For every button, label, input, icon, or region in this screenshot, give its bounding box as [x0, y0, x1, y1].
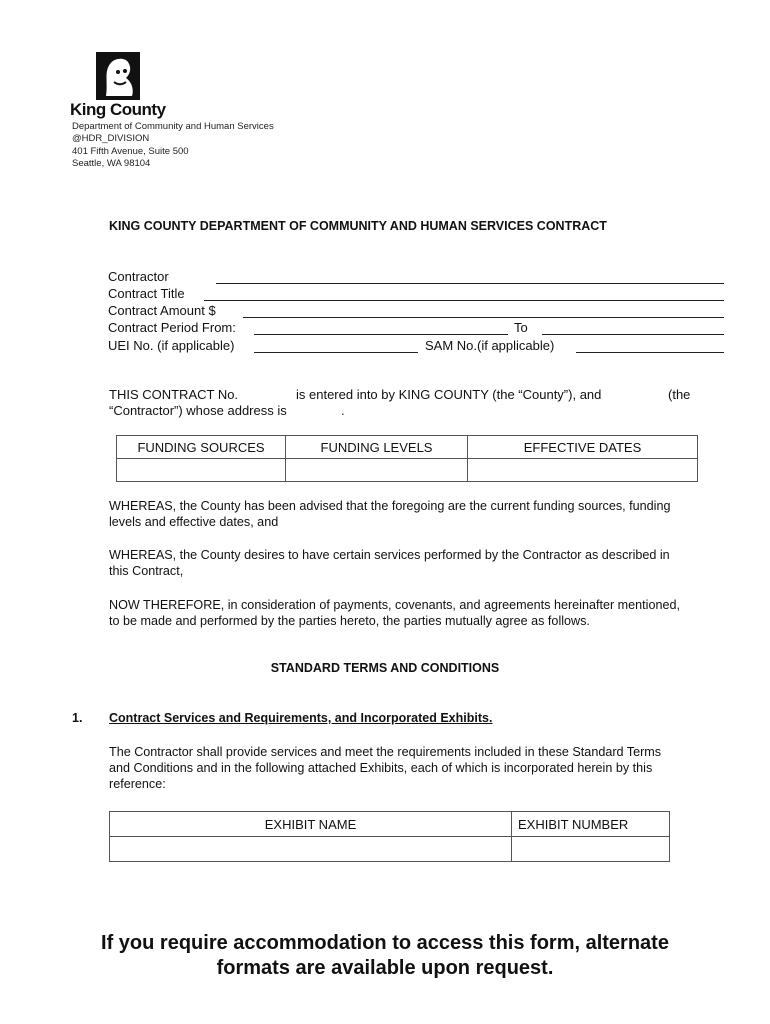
standard-terms-heading: STANDARD TERMS AND CONDITIONS [270, 661, 500, 675]
address-line: Department of Community and Human Services [72, 121, 274, 132]
section-body: The Contractor shall provide services and meet the requirements included in these Standard Terms and Conditions and in the following attached Exhibits, each of which is incorporated herein by this reference: [109, 745, 662, 791]
king-county-logo-icon [96, 52, 140, 100]
exhibit-table [109, 811, 670, 862]
exhibit-name-cell[interactable] [110, 837, 512, 862]
intro-part4: “Contractor”) whose address is [109, 403, 287, 418]
funding-sources-header: FUNDING SOURCES [117, 436, 286, 459]
uei-field[interactable] [254, 352, 418, 353]
exhibit-name-header: EXHIBIT NAME [110, 812, 512, 837]
address-line: @HDR_DIVISION [72, 133, 150, 144]
effective-dates-header: EFFECTIVE DATES [468, 436, 698, 459]
contract-amount-field[interactable] [243, 317, 724, 318]
funding-levels-header: FUNDING LEVELS [286, 436, 468, 459]
period-from-field[interactable] [254, 334, 508, 335]
org-name: King County [70, 100, 166, 119]
intro-part1: THIS CONTRACT No. [109, 387, 239, 402]
address-line: Seattle, WA 98104 [72, 158, 151, 169]
exhibit-number-cell[interactable] [512, 837, 670, 862]
address-line: 401 Fifth Avenue, Suite 500 [72, 146, 189, 157]
period-from-label: Contract Period From: [108, 320, 236, 335]
funding-sources-cell[interactable] [117, 459, 286, 482]
whereas-paragraph-1: WHEREAS, the County has been advised that the foregoing are the current funding sources, funding levels and effective dates, and [109, 499, 671, 529]
contractor-label: Contractor [108, 269, 169, 284]
now-therefore-paragraph: NOW THEREFORE, in consideration of payments, covenants, and agreements hereinafter mentioned, to be made and performed by the parties hereto, the parties mutually agree as follows. [109, 598, 680, 628]
sam-label: SAM No.(if applicable) [425, 338, 555, 353]
sam-field[interactable] [576, 352, 724, 353]
period-to-field[interactable] [542, 334, 724, 335]
accommodation-line-2: formats are available upon request. [216, 957, 554, 979]
contract-amount-label: Contract Amount $ [108, 303, 216, 318]
effective-dates-cell[interactable] [468, 459, 698, 482]
exhibit-number-header: EXHIBIT NUMBER [512, 812, 670, 837]
document-title: KING COUNTY DEPARTMENT OF COMMUNITY AND HUMAN SERVICES CONTRACT [109, 219, 607, 233]
funding-levels-cell[interactable] [286, 459, 468, 482]
funding-table [116, 435, 698, 482]
intro-part2: is entered into by KING COUNTY (the “County”), and [296, 387, 602, 402]
period-to-label: To [514, 320, 528, 335]
whereas-paragraph-2: WHEREAS, the County desires to have certain services performed by the Contractor as described in this Contract, [109, 548, 670, 578]
contract-title-label: Contract Title [108, 286, 185, 301]
section-heading: Contract Services and Requirements, and Incorporated Exhibits. [109, 711, 493, 725]
contractor-field[interactable] [216, 283, 724, 284]
accommodation-line-1: If you require accommodation to access this form, alternate [101, 932, 669, 954]
contract-title-field[interactable] [204, 300, 724, 301]
uei-label: UEI No. (if applicable) [108, 338, 235, 353]
intro-part5: . [341, 403, 345, 418]
section-number: 1. [72, 711, 83, 725]
intro-part3: (the [668, 387, 691, 402]
